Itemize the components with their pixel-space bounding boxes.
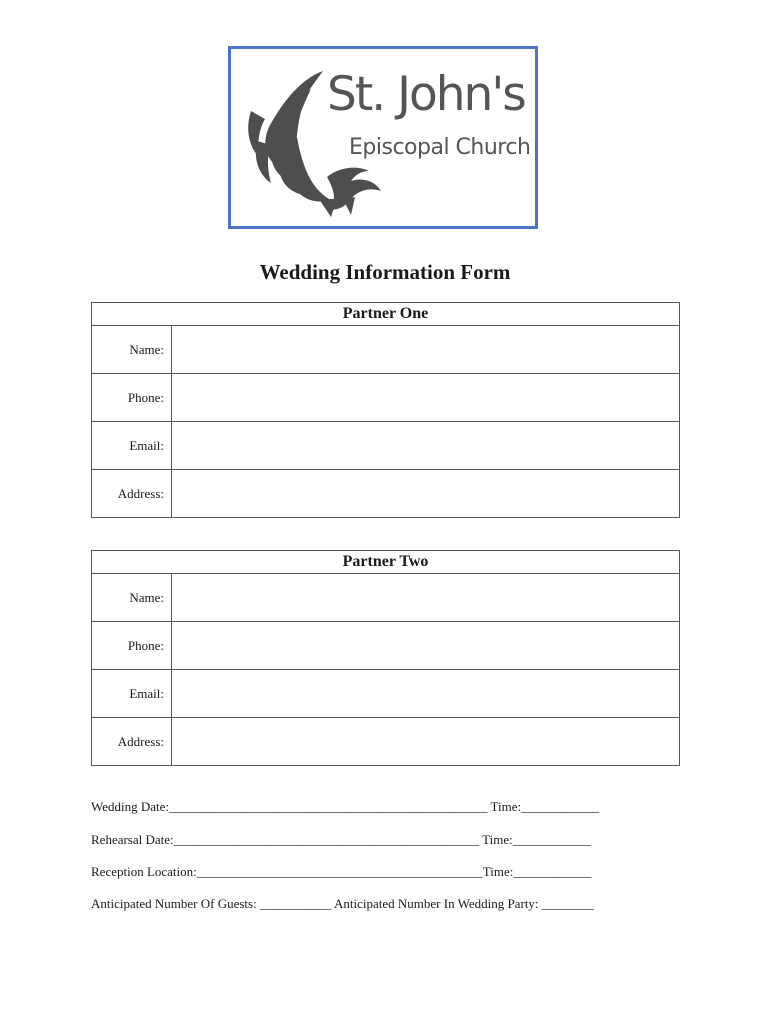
partner-two-heading: Partner Two <box>92 551 680 574</box>
field-label: Email: <box>92 670 172 718</box>
church-logo <box>228 46 538 229</box>
form-title: Wedding Information Form <box>259 260 511 284</box>
table-row <box>92 718 680 766</box>
table-row <box>92 622 680 670</box>
reception-location-line[interactable]: Reception Location:____________________________________________Time:____________ <box>91 864 592 879</box>
field-label: Phone: <box>92 622 172 670</box>
partner-two-address-field[interactable] <box>172 718 680 766</box>
rehearsal-date-line[interactable]: Rehearsal Date:_______________________________________________ Time:____________ <box>91 832 591 847</box>
church-name-line2: Episcopal Church <box>349 135 531 160</box>
partner-one-heading: Partner One <box>92 303 680 326</box>
table-row <box>92 574 680 622</box>
partner-one-table <box>91 302 680 518</box>
partner-one-phone-field[interactable] <box>172 374 680 422</box>
guests-line[interactable]: Anticipated Number Of Guests: ___________ Anticipated Number In Wedding Party: ________ <box>91 896 594 911</box>
partner-two-phone-field[interactable] <box>172 622 680 670</box>
partner-two-table <box>91 550 680 766</box>
partner-one-name-field[interactable] <box>172 326 680 374</box>
partner-one-address-field[interactable] <box>172 470 680 518</box>
table-row <box>92 470 680 518</box>
field-label: Name: <box>92 326 172 374</box>
field-label: Name: <box>92 574 172 622</box>
field-label: Address: <box>92 718 172 766</box>
partner-two-email-field[interactable] <box>172 670 680 718</box>
partner-one-email-field[interactable] <box>172 422 680 470</box>
table-row <box>92 374 680 422</box>
table-row <box>92 422 680 470</box>
table-row <box>92 670 680 718</box>
wedding-date-line[interactable]: Wedding Date:_________________________________________________ Time:____________ <box>91 799 600 814</box>
field-label: Address: <box>92 470 172 518</box>
field-label: Email: <box>92 422 172 470</box>
church-name-line1: St. John's <box>327 67 525 122</box>
field-label: Phone: <box>92 374 172 422</box>
table-row <box>92 326 680 374</box>
partner-two-name-field[interactable] <box>172 574 680 622</box>
